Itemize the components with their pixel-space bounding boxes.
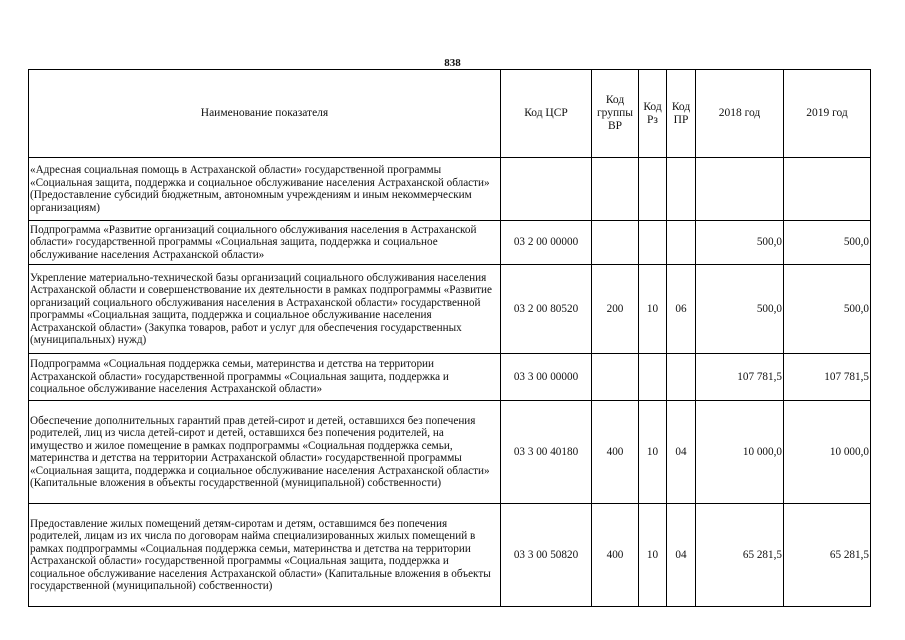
row-vr [592, 354, 639, 401]
row-rz [639, 158, 667, 221]
header-2019: 2019 год [784, 70, 871, 158]
table-row [29, 221, 871, 265]
header-csr: Код ЦСР [501, 70, 592, 158]
row-2018: 500,0 [696, 265, 784, 354]
header-vr: Код группы ВР [592, 70, 639, 158]
row-name: Обеспечение дополнительных гарантий прав детей-сирот и детей, оставшихся без попечения родителей, лиц из числа детей-сирот и детей, оставшихся без попечения родителей, на имущество и жилое помещение в рамках подпрограммы «Социальная поддержка семьи, материнства и детства на территории Астраханской области» государственной программы «Социальная защита, поддержка и социальное обслуживание населения Астраханской области» (Капитальные вложения в объекты государственной (муниципальной) собственности) [29, 401, 501, 504]
row-name: Подпрограмма «Развитие организаций социального обслуживания населения в Астраханской области» государственной программы «Социальная защита, поддержка и социальное обслуживание населения Астраханской области» [29, 221, 501, 265]
row-pr: 04 [667, 504, 696, 607]
row-vr: 200 [592, 265, 639, 354]
row-2019: 107 781,5 [784, 354, 871, 401]
row-2018 [696, 158, 784, 221]
row-name: «Адресная социальная помощь в Астраханской области» государственной программы «Социальная защита, поддержка и социальное обслуживание населения Астраханской области» (Предоставление субсидий бюджетным, автономным учреждениям и иным некоммерческим организациям) [29, 158, 501, 221]
row-csr: 03 2 00 80520 [501, 265, 592, 354]
row-2019: 65 281,5 [784, 504, 871, 607]
row-csr: 03 2 00 00000 [501, 221, 592, 265]
header-name: Наименование показателя [29, 70, 501, 158]
row-csr: 03 3 00 50820 [501, 504, 592, 607]
row-pr [667, 354, 696, 401]
row-2019: 500,0 [784, 221, 871, 265]
table-row [29, 158, 871, 221]
table-row [29, 265, 871, 354]
table-row [29, 401, 871, 504]
row-name: Укрепление материально-технической базы организаций социального обслуживания населения Астраханской области и совершенствование их деятельности в рамках подпрограммы «Развитие организаций социального обслуживания населения в Астраханской области» государственной программы «Социальная защита, поддержка и социальное обслуживание населения Астраханской области» (Закупка товаров, работ и услуг для обеспечения государственных (муниципальных) нужд) [29, 265, 501, 354]
page-number: 838 [444, 57, 461, 69]
row-2019 [784, 158, 871, 221]
header-2018: 2018 год [696, 70, 784, 158]
row-name: Подпрограмма «Социальная поддержка семьи, материнства и детства на территории Астраханской области» государственной программы «Социальная защита, поддержка и социальное обслуживание населения Астраханской области» [29, 354, 501, 401]
row-2019: 500,0 [784, 265, 871, 354]
row-2019: 10 000,0 [784, 401, 871, 504]
row-pr [667, 221, 696, 265]
row-rz [639, 221, 667, 265]
header-rz: Код Рз [639, 70, 667, 158]
row-2018: 65 281,5 [696, 504, 784, 607]
header-pr: Код ПР [667, 70, 696, 158]
row-pr [667, 158, 696, 221]
table-row [29, 504, 871, 607]
row-pr: 06 [667, 265, 696, 354]
row-vr [592, 158, 639, 221]
row-csr: 03 3 00 40180 [501, 401, 592, 504]
row-rz: 10 [639, 265, 667, 354]
row-2018: 107 781,5 [696, 354, 784, 401]
row-2018: 500,0 [696, 221, 784, 265]
table-header-row [29, 70, 871, 158]
row-name: Предоставление жилых помещений детям-сиротам и детям, оставшимся без попечения родителей, лицам из их числа по договорам найма специализированных жилых помещений в рамках подпрограммы «Социальная поддержка семьи, материнства и детства на территории Астраханской области» государственной программы «Социальная защита, поддержка и социальное обслуживание населения Астраханской области» (Капитальные вложения в объекты государственной (муниципальной) собственности) [29, 504, 501, 607]
row-vr: 400 [592, 401, 639, 504]
budget-table [28, 69, 871, 607]
row-vr: 400 [592, 504, 639, 607]
row-vr [592, 221, 639, 265]
row-csr [501, 158, 592, 221]
row-rz: 10 [639, 504, 667, 607]
row-rz [639, 354, 667, 401]
row-rz: 10 [639, 401, 667, 504]
table-row [29, 354, 871, 401]
row-pr: 04 [667, 401, 696, 504]
row-2018: 10 000,0 [696, 401, 784, 504]
row-csr: 03 3 00 00000 [501, 354, 592, 401]
